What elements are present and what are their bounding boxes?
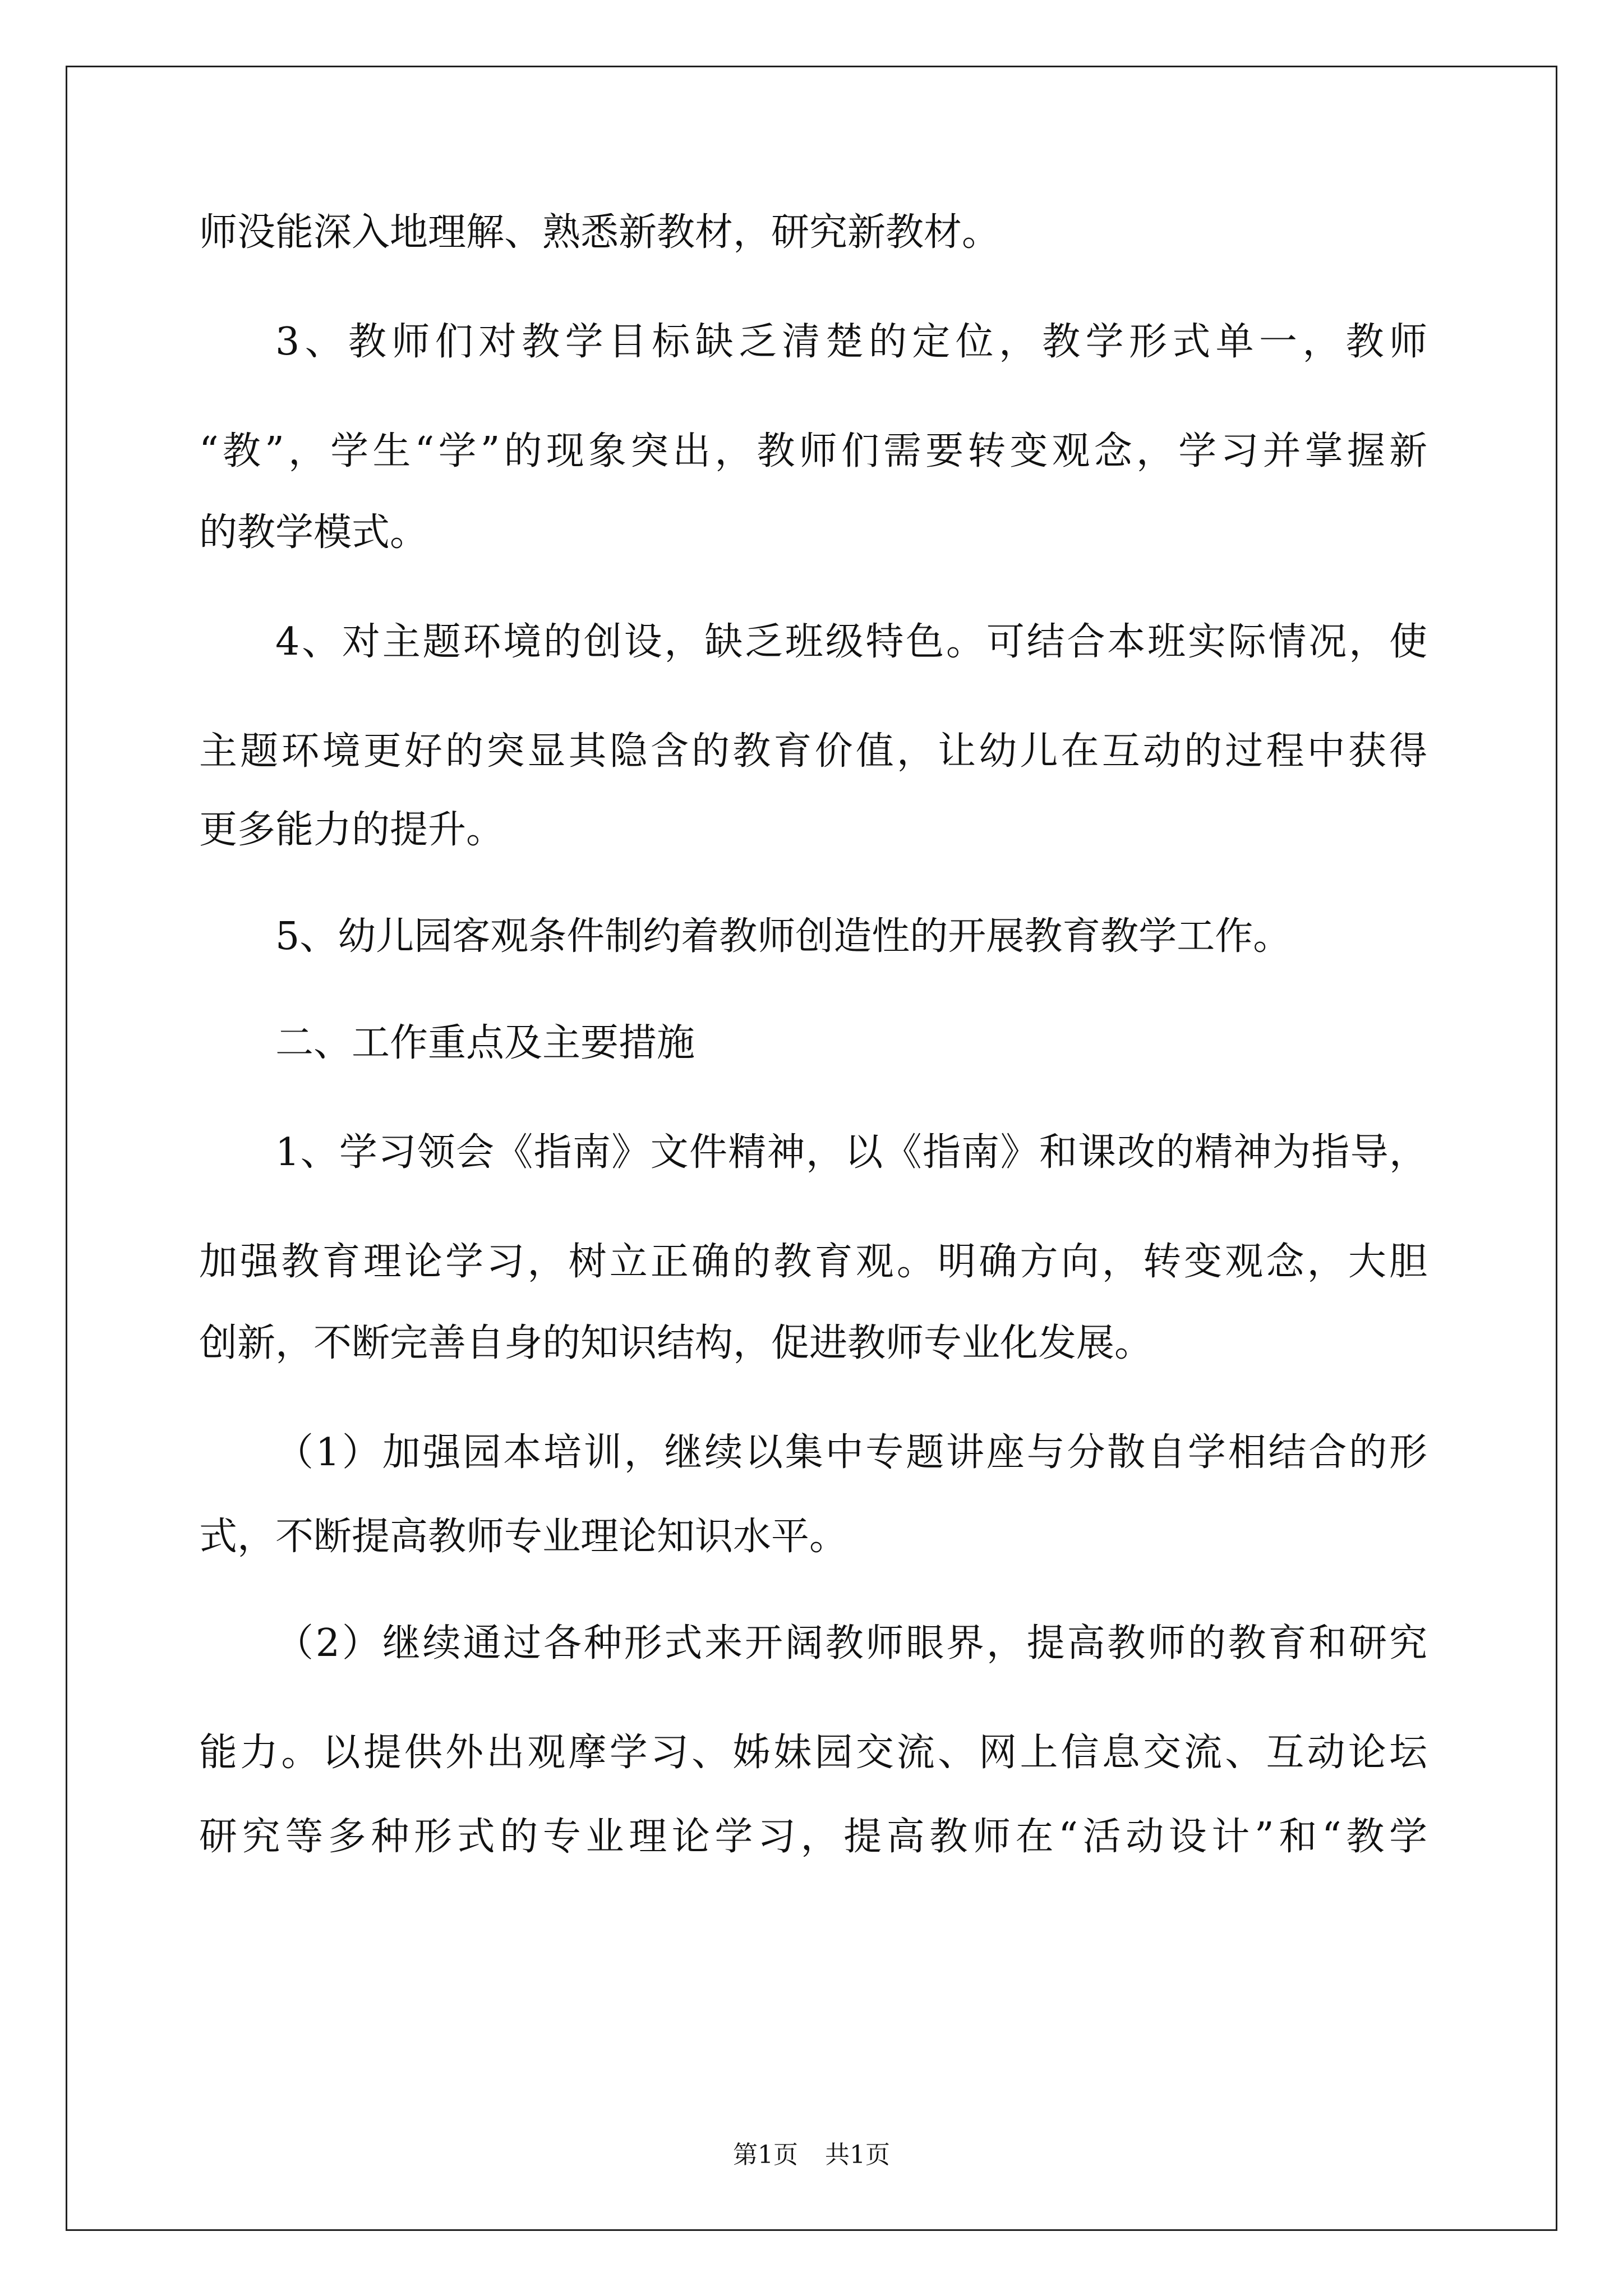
page-footer <box>0 2138 1623 2172</box>
paragraph-line: 主题环境更好的突显其隐含的教育价值，让幼儿在互动的过程中获得 <box>199 729 1427 774</box>
paragraph-line: 1、学习领会《指南》文件精神，以《指南》和课改的精神为指导， <box>275 1130 1427 1175</box>
paragraph-line: 更多能力的提升。 <box>199 808 505 852</box>
page-number: 第1页 <box>733 2141 798 2169</box>
paragraph-line: 4、对主题环境的创设，缺乏班级特色。可结合本班实际情况，使 <box>275 620 1427 664</box>
paragraph-line: 的教学模式。 <box>199 510 428 555</box>
paragraph-line: （2）继续通过各种形式来开阔教师眼界，提高教师的教育和研究 <box>275 1621 1427 1665</box>
paragraph-line: 能力。以提供外出观摩学习、姊妹园交流、网上信息交流、互动论坛 <box>199 1731 1427 1775</box>
paragraph-line: 5、幼儿园客观条件制约着教师创造性的开展教育教学工作。 <box>275 914 1292 959</box>
paragraph-line: （1）加强园本培训，继续以集中专题讲座与分散自学相结合的形 <box>275 1430 1427 1475</box>
paragraph-line: 研究等多种形式的专业理论学习，提高教师在“活动设计”和“教学 <box>199 1815 1427 1859</box>
paragraph-line: 二、工作重点及主要措施 <box>275 1021 695 1065</box>
page-total: 共1页 <box>825 2141 890 2169</box>
paragraph-line: 创新，不断完善自身的知识结构，促进教师专业化发展。 <box>199 1321 1153 1365</box>
paragraph-line: “教”，学生“学”的现象突出，教师们需要转变观念，学习并掌握新 <box>199 429 1427 473</box>
paragraph-line: 式，不断提高教师专业理论知识水平。 <box>199 1515 848 1559</box>
paragraph-line: 3、教师们对教学目标缺乏清楚的定位，教学形式单一，教师 <box>275 320 1427 364</box>
paragraph-line: 师没能深入地理解、熟悉新教材，研究新教材。 <box>199 210 1000 255</box>
paragraph-line: 加强教育理论学习，树立正确的教育观。明确方向，转变观念，大胆 <box>199 1240 1427 1284</box>
